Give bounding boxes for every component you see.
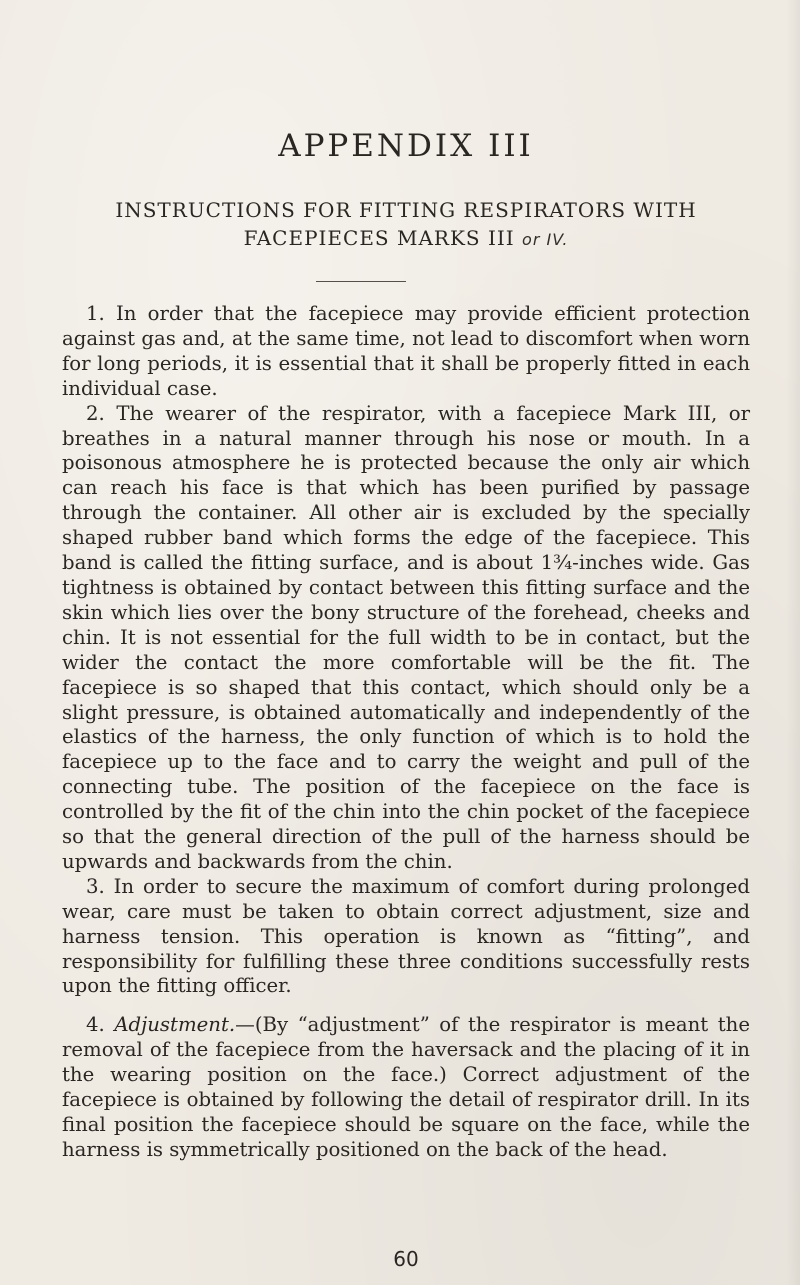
heading-divider [316, 281, 406, 282]
paragraph-text: In order that the facepiece may provide efficient protection against gas and, at the same time, not lead to discomfort when worn for long periods, it is essential that it shall be properly fitted in each individual case. [62, 302, 750, 400]
heading-line-2: FACEPIECES MARKS III [243, 226, 515, 250]
paragraph-lead: Adjustment. [114, 1013, 236, 1037]
paragraph-text: —(By “adjustment” of the respirator is meant the removal of the facepiece from the haversack and the placing of it in the wearing position on the face.) Correct adjustment of the facepiece is obtained by following the detail of respirator drill. In its final position the facepiece should be square on the face, while the harness is symmetrically positioned on the back of the head. [62, 1013, 750, 1161]
paragraph-text: In order to secure the maximum of comfort during prolonged wear, care must be taken to obtain correct adjustment, size and harness tension. This operation is known as “fitting”, and responsibility for fulfilling these three conditions successfully rests upon the fitting officer. [62, 874, 750, 998]
handwritten-annotation: or IV. [522, 230, 569, 249]
heading-line-1: INSTRUCTIONS FOR FITTING RESPIRATORS WITH [115, 198, 697, 222]
paragraph-number: 2. [86, 401, 105, 425]
paragraph-1 [62, 302, 750, 402]
paragraph-4 [62, 1013, 750, 1162]
page-number: 60 [393, 1247, 419, 1271]
instructions-heading [62, 196, 750, 254]
paragraph-number: 4. [86, 1013, 105, 1037]
paragraph-2 [62, 402, 750, 875]
appendix-title: APPENDIX III [278, 128, 534, 164]
body-text [62, 302, 750, 1163]
paragraph-number: 3. [86, 874, 105, 898]
page-edge-shadow [786, 0, 800, 1285]
paragraph-3 [62, 875, 750, 1000]
paragraph-number: 1. [86, 302, 105, 325]
paragraph-text: The wearer of the respirator, with a facepiece Mark III, or breathes in a natural manner through his nose or mouth. In a poisonous atmosphere he is protected because the only air which can reach his face is that which has been purified by passage through the container. All other air is excluded by the specially shaped rubber band which forms the edge of the facepiece. This band is called the fitting surface, and is about 1¾-inches wide. Gas tightness is obtained by contact between this fitting surface and the skin which lies over the bony structure of the forehead, cheeks and chin. It is not essential for the full width to be in contact, but the wider the contact the more comfortable will be the fit. The facepiece is so shaped that this contact, which should only be a slight pressure, is obtained automatically and independently of the elastics of the harness, the only function of which is to hold the facepiece up to the face and to carry the weight and pull of the connecting tube. The position of the facepiece on the face is controlled by the fit of the chin into the chin pocket of the facepiece so that the general direction of the pull of the harness should be upwards and backwards from the chin. [62, 401, 750, 873]
